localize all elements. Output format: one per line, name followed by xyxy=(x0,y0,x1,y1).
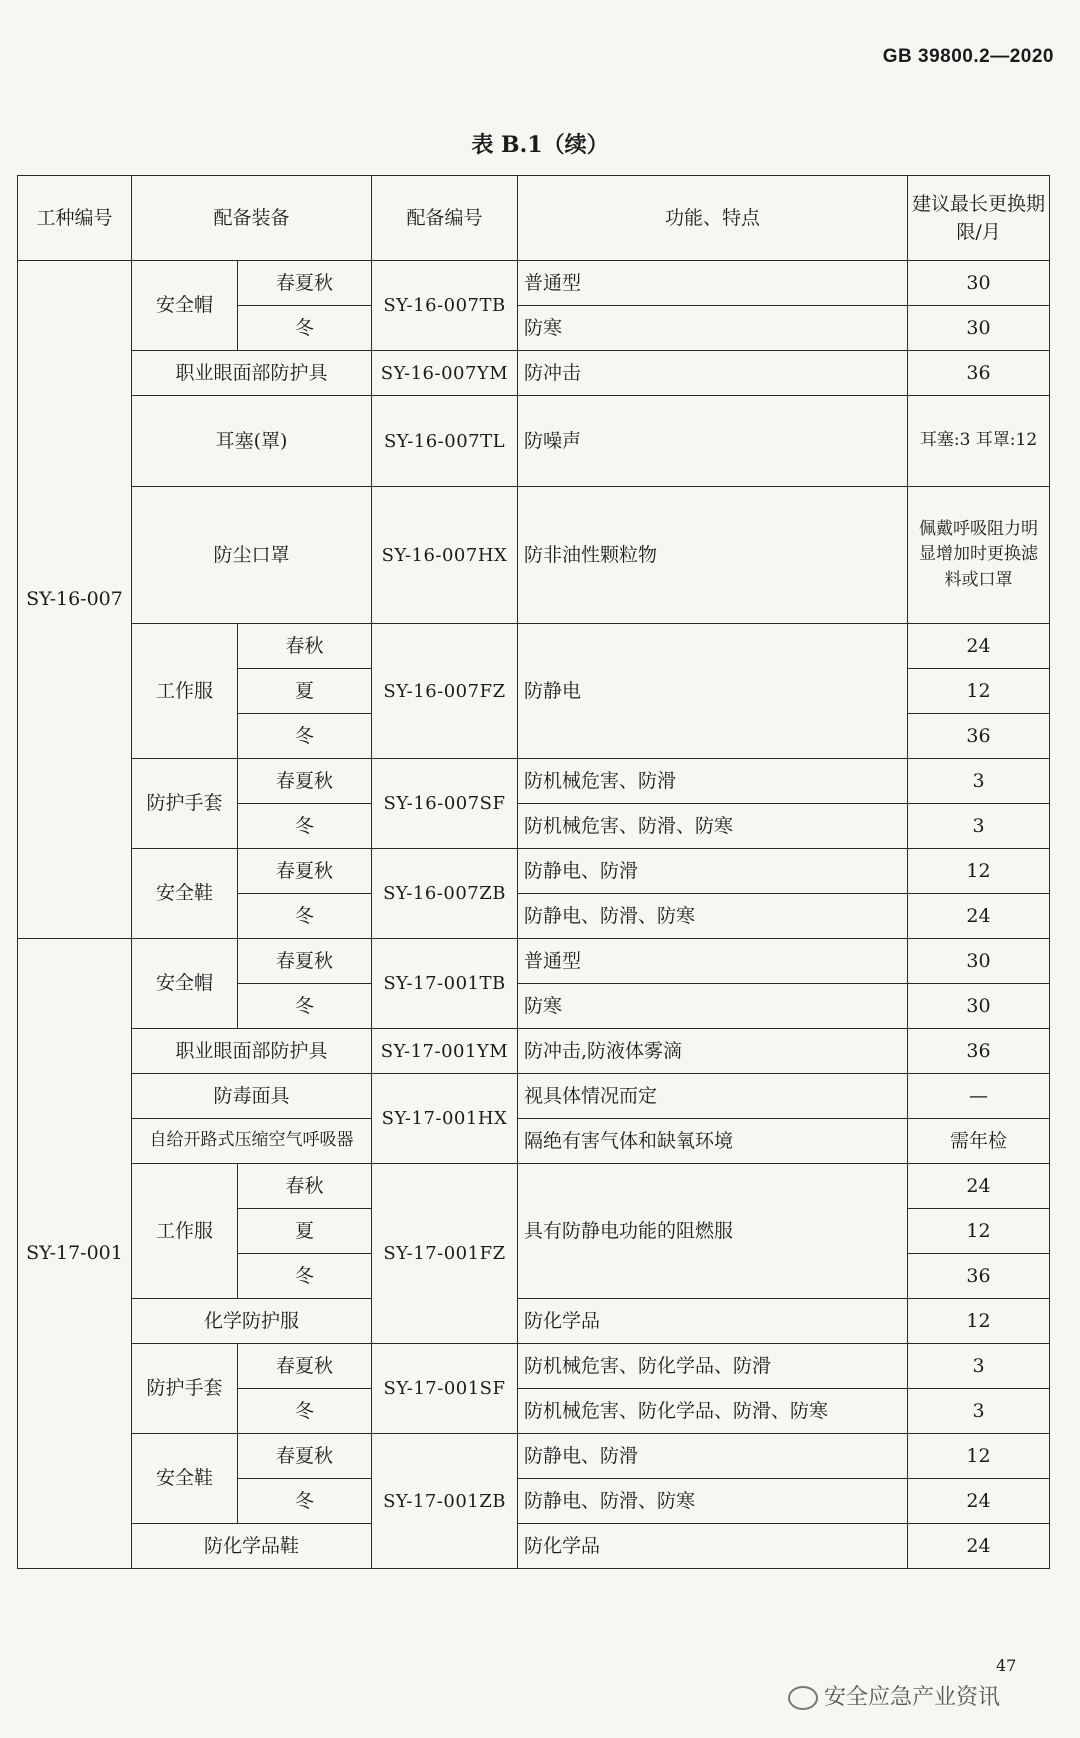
table-row xyxy=(18,396,1050,487)
table-row xyxy=(18,1344,1050,1389)
period-cell: 30 xyxy=(908,939,1050,984)
function-cell: 防静电 xyxy=(518,624,908,759)
item-cell: 工作服 xyxy=(132,1164,238,1299)
period-cell: 佩戴呼吸阻力明显增加时更换滤料或口罩 xyxy=(908,487,1050,624)
table-row xyxy=(18,487,1050,624)
period-cell: 耳塞:3 耳罩:12 xyxy=(908,396,1050,487)
item-cell: 防化学品鞋 xyxy=(132,1524,372,1569)
season-cell: 春夏秋 xyxy=(238,849,372,894)
table-row xyxy=(18,1074,1050,1119)
equip-no-cell: SY-17-001ZB xyxy=(372,1434,518,1569)
table-row xyxy=(18,1164,1050,1209)
item-cell: 工作服 xyxy=(132,624,238,759)
season-cell: 春夏秋 xyxy=(238,1434,372,1479)
period-cell: 36 xyxy=(908,1029,1050,1074)
season-cell: 冬 xyxy=(238,1389,372,1434)
item-cell: 防毒面具 xyxy=(132,1074,372,1119)
period-cell: 12 xyxy=(908,1299,1050,1344)
item-cell: 化学防护服 xyxy=(132,1299,372,1344)
season-cell: 春夏秋 xyxy=(238,759,372,804)
season-cell: 春夏秋 xyxy=(238,1344,372,1389)
equip-no-cell: SY-17-001FZ xyxy=(372,1164,518,1344)
table-row xyxy=(18,759,1050,804)
header-row xyxy=(18,176,1050,261)
period-cell: 3 xyxy=(908,1344,1050,1389)
season-cell: 春夏秋 xyxy=(238,939,372,984)
function-cell: 普通型 xyxy=(518,261,908,306)
function-cell: 防机械危害、防滑 xyxy=(518,759,908,804)
col-header-equipment: 配备装备 xyxy=(132,176,372,261)
season-cell: 夏 xyxy=(238,1209,372,1254)
table-row xyxy=(18,624,1050,669)
function-cell: 防化学品 xyxy=(518,1299,908,1344)
season-cell: 春秋 xyxy=(238,624,372,669)
item-cell: 安全鞋 xyxy=(132,849,238,939)
equip-no-cell: SY-16-007SF xyxy=(372,759,518,849)
watermark xyxy=(788,1680,1000,1711)
function-cell: 防静电、防滑、防寒 xyxy=(518,894,908,939)
function-cell: 防冲击 xyxy=(518,351,908,396)
period-cell: 36 xyxy=(908,351,1050,396)
table-row xyxy=(18,351,1050,396)
wechat-icon xyxy=(788,1686,818,1710)
function-cell: 防非油性颗粒物 xyxy=(518,487,908,624)
equip-no-cell: SY-16-007TL xyxy=(372,396,518,487)
season-cell: 冬 xyxy=(238,894,372,939)
table-row xyxy=(18,1434,1050,1479)
period-cell: 24 xyxy=(908,1524,1050,1569)
equipment-table xyxy=(17,175,1050,1569)
table-row xyxy=(18,849,1050,894)
col-header-period: 建议最长更换期限/月 xyxy=(908,176,1050,261)
table-row xyxy=(18,939,1050,984)
period-cell: 24 xyxy=(908,1479,1050,1524)
function-cell: 视具体情况而定 xyxy=(518,1074,908,1119)
period-cell: 36 xyxy=(908,1254,1050,1299)
function-cell: 防静电、防滑、防寒 xyxy=(518,1479,908,1524)
function-cell: 防机械危害、防化学品、防滑、防寒 xyxy=(518,1389,908,1434)
function-cell: 具有防静电功能的阻燃服 xyxy=(518,1164,908,1299)
period-cell: — xyxy=(908,1074,1050,1119)
period-cell: 12 xyxy=(908,669,1050,714)
function-cell: 普通型 xyxy=(518,939,908,984)
season-cell: 冬 xyxy=(238,984,372,1029)
item-cell: 安全鞋 xyxy=(132,1434,238,1524)
season-cell: 春秋 xyxy=(238,1164,372,1209)
item-cell: 安全帽 xyxy=(132,939,238,1029)
watermark-text: 安全应急产业资讯 xyxy=(824,1685,1001,1710)
table-row xyxy=(18,1299,1050,1344)
period-cell: 需年检 xyxy=(908,1119,1050,1164)
season-cell: 冬 xyxy=(238,1479,372,1524)
standard-number: GB 39800.2—2020 xyxy=(882,46,1054,67)
equip-no-cell: SY-16-007TB xyxy=(372,261,518,351)
period-cell: 30 xyxy=(908,984,1050,1029)
season-cell: 冬 xyxy=(238,804,372,849)
period-cell: 24 xyxy=(908,624,1050,669)
period-cell: 30 xyxy=(908,261,1050,306)
period-cell: 12 xyxy=(908,1209,1050,1254)
season-cell: 冬 xyxy=(238,306,372,351)
season-cell: 冬 xyxy=(238,1254,372,1299)
period-cell: 24 xyxy=(908,1164,1050,1209)
table-row xyxy=(18,261,1050,306)
item-cell: 防尘口罩 xyxy=(132,487,372,624)
season-cell: 夏 xyxy=(238,669,372,714)
page-number: 47 xyxy=(996,1656,1017,1675)
function-cell: 防寒 xyxy=(518,984,908,1029)
equip-no-cell: SY-17-001TB xyxy=(372,939,518,1029)
function-cell: 隔绝有害气体和缺氧环境 xyxy=(518,1119,908,1164)
table-row xyxy=(18,1119,1050,1164)
function-cell: 防静电、防滑 xyxy=(518,1434,908,1479)
season-cell: 春夏秋 xyxy=(238,261,372,306)
period-cell: 3 xyxy=(908,1389,1050,1434)
job-code-cell: SY-17-001 xyxy=(18,939,132,1569)
item-cell: 耳塞(罩) xyxy=(132,396,372,487)
function-cell: 防寒 xyxy=(518,306,908,351)
equip-no-cell: SY-16-007FZ xyxy=(372,624,518,759)
item-cell: 防护手套 xyxy=(132,759,238,849)
function-cell: 防噪声 xyxy=(518,396,908,487)
period-cell: 3 xyxy=(908,804,1050,849)
item-cell: 防护手套 xyxy=(132,1344,238,1434)
function-cell: 防机械危害、防滑、防寒 xyxy=(518,804,908,849)
season-cell: 冬 xyxy=(238,714,372,759)
equip-no-cell: SY-16-007ZB xyxy=(372,849,518,939)
period-cell: 12 xyxy=(908,1434,1050,1479)
function-cell: 防静电、防滑 xyxy=(518,849,908,894)
period-cell: 12 xyxy=(908,849,1050,894)
col-header-code: 工种编号 xyxy=(18,176,132,261)
job-code-cell: SY-16-007 xyxy=(18,261,132,939)
period-cell: 30 xyxy=(908,306,1050,351)
table-row xyxy=(18,1029,1050,1074)
item-cell: 职业眼面部防护具 xyxy=(132,1029,372,1074)
equip-no-cell: SY-17-001SF xyxy=(372,1344,518,1434)
period-cell: 36 xyxy=(908,714,1050,759)
period-cell: 24 xyxy=(908,894,1050,939)
item-cell: 职业眼面部防护具 xyxy=(132,351,372,396)
equip-no-cell: SY-16-007YM xyxy=(372,351,518,396)
function-cell: 防化学品 xyxy=(518,1524,908,1569)
col-header-function: 功能、特点 xyxy=(518,176,908,261)
item-cell: 安全帽 xyxy=(132,261,238,351)
table-row xyxy=(18,1524,1050,1569)
function-cell: 防冲击,防液体雾滴 xyxy=(518,1029,908,1074)
period-cell: 3 xyxy=(908,759,1050,804)
table-title: 表 B.1（续） xyxy=(471,132,609,158)
item-cell: 自给开路式压缩空气呼吸器 xyxy=(132,1119,372,1164)
equip-no-cell: SY-16-007HX xyxy=(372,487,518,624)
equip-no-cell: SY-17-001YM xyxy=(372,1029,518,1074)
col-header-equip-no: 配备编号 xyxy=(372,176,518,261)
function-cell: 防机械危害、防化学品、防滑 xyxy=(518,1344,908,1389)
equip-no-cell: SY-17-001HX xyxy=(372,1074,518,1164)
